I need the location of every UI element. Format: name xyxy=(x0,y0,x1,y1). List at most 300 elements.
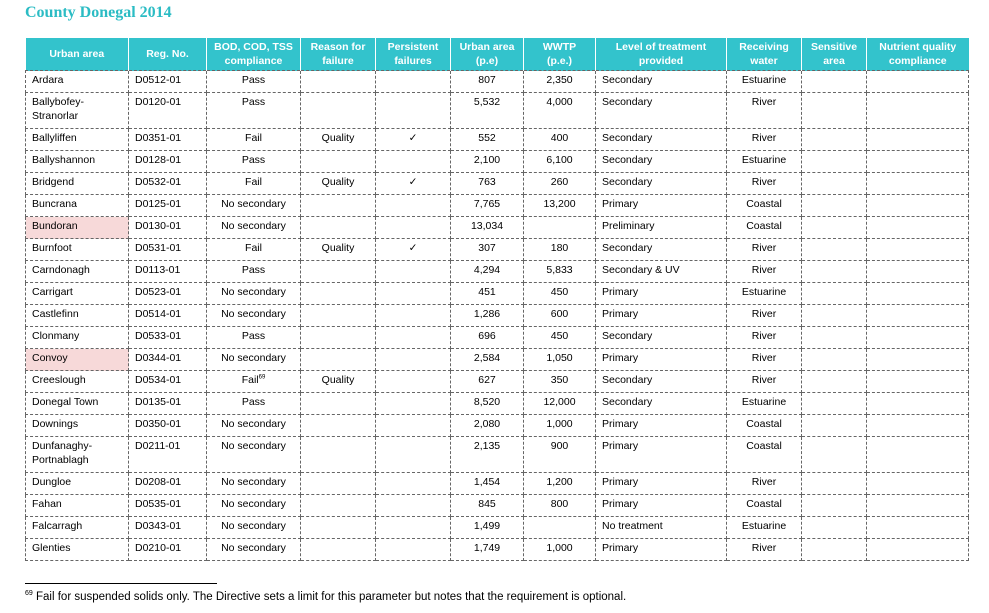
treatment-level-text: Preliminary xyxy=(602,220,655,232)
urban-area-text: Fahan xyxy=(32,498,62,510)
treatment-level-text: Secondary xyxy=(602,96,653,108)
persistent-cell xyxy=(376,173,451,195)
sensitive-area-cell xyxy=(802,93,867,129)
reg-no-text: D0533-01 xyxy=(135,330,182,342)
table-row xyxy=(26,93,969,129)
wwtp-pe-text: 1,050 xyxy=(546,352,573,364)
column-header-line: Nutrient quality xyxy=(879,41,957,53)
wwtp-pe-cell xyxy=(524,495,596,517)
persistent-cell xyxy=(376,473,451,495)
reg-no-cell xyxy=(129,93,207,129)
sensitive-area-cell xyxy=(802,151,867,173)
urban-area-text: Portnablagh xyxy=(32,454,89,466)
nutrient-compliance-cell xyxy=(867,327,969,349)
receiving-water-text: Coastal xyxy=(746,220,782,232)
wwtp-pe-text: 180 xyxy=(550,242,569,254)
nutrient-compliance-cell xyxy=(867,283,969,305)
persistent-cell xyxy=(376,195,451,217)
wwtp-pe-cell xyxy=(524,539,596,561)
compliance-text: Fail xyxy=(245,242,262,254)
nutrient-compliance-cell xyxy=(867,539,969,561)
reg-no-cell xyxy=(129,195,207,217)
sensitive-area-cell xyxy=(802,283,867,305)
nutrient-compliance-cell xyxy=(867,93,969,129)
urban-pe-cell xyxy=(451,393,524,415)
table-row xyxy=(26,129,969,151)
compliance-cell xyxy=(207,415,301,437)
reg-no-cell xyxy=(129,327,207,349)
sensitive-area-cell xyxy=(802,129,867,151)
receiving-water-text: River xyxy=(751,374,777,386)
urban-area-cell xyxy=(26,71,129,93)
reg-no-text: D0534-01 xyxy=(135,374,182,386)
compliance-text: Pass xyxy=(241,74,266,86)
footnote-rule xyxy=(25,583,217,584)
urban-area-text: Ardara xyxy=(32,74,64,86)
sensitive-area-cell xyxy=(802,393,867,415)
urban-pe-text: 307 xyxy=(478,242,496,254)
urban-pe-cell xyxy=(451,93,524,129)
nutrient-compliance-cell xyxy=(867,195,969,217)
urban-pe-text: 5,532 xyxy=(473,96,501,108)
wwtp-pe-text: 4,000 xyxy=(546,96,573,108)
compliance-cell xyxy=(207,71,301,93)
compliance-text: No secondary xyxy=(221,286,286,298)
reason-cell xyxy=(301,305,376,327)
reg-no-cell xyxy=(129,349,207,371)
reg-no-cell xyxy=(129,437,207,473)
compliance-text: No secondary xyxy=(221,440,286,452)
column-header xyxy=(596,38,727,71)
wwtp-pe-cell xyxy=(524,261,596,283)
column-header xyxy=(207,38,301,71)
urban-area-text: Dunfanaghy- xyxy=(32,440,93,452)
column-header-line: (p.e) xyxy=(475,55,499,67)
reg-no-cell xyxy=(129,415,207,437)
reason-cell xyxy=(301,151,376,173)
compliance-text: Fail xyxy=(245,176,262,188)
reg-no-text: D0343-01 xyxy=(135,520,182,532)
reg-no-cell xyxy=(129,173,207,195)
reg-no-cell xyxy=(129,393,207,415)
sensitive-area-cell xyxy=(802,173,867,195)
urban-area-cell xyxy=(26,217,129,239)
receiving-water-text: Coastal xyxy=(746,498,782,510)
column-header-line: provided xyxy=(638,55,684,67)
compliance-cell xyxy=(207,393,301,415)
wwtp-pe-text: 400 xyxy=(550,132,569,144)
compliance-cell xyxy=(207,261,301,283)
urban-area-text: Carndonagh xyxy=(32,264,90,276)
receiving-water-cell xyxy=(727,195,802,217)
reg-no-text: D0130-01 xyxy=(135,220,182,232)
reg-no-cell xyxy=(129,239,207,261)
reg-no-cell xyxy=(129,151,207,173)
compliance-cell xyxy=(207,129,301,151)
urban-pe-cell xyxy=(451,539,524,561)
persistent-cell xyxy=(376,393,451,415)
wwtp-pe-cell xyxy=(524,393,596,415)
reason-cell xyxy=(301,539,376,561)
treatment-level-text: Primary xyxy=(602,352,639,364)
nutrient-compliance-cell xyxy=(867,349,969,371)
urban-pe-cell xyxy=(451,349,524,371)
treatment-level-text: Primary xyxy=(602,198,639,210)
urban-pe-text: 2,100 xyxy=(473,154,501,166)
compliance-cell xyxy=(207,327,301,349)
urban-area-cell xyxy=(26,151,129,173)
treatment-level-cell xyxy=(596,129,727,151)
compliance-text: Pass xyxy=(241,264,266,276)
urban-pe-cell xyxy=(451,239,524,261)
nutrient-compliance-cell xyxy=(867,415,969,437)
treatment-level-cell xyxy=(596,239,727,261)
urban-area-text: Stranorlar xyxy=(32,110,79,122)
reg-no-text: D0350-01 xyxy=(135,418,182,430)
urban-pe-text: 7,765 xyxy=(473,198,501,210)
sensitive-area-cell xyxy=(802,71,867,93)
reason-text: Quality xyxy=(321,176,355,188)
treatment-level-text: Primary xyxy=(602,418,639,430)
receiving-water-text: Coastal xyxy=(746,440,782,452)
compliance-text: No secondary xyxy=(221,498,286,510)
urban-area-cell xyxy=(26,517,129,539)
nutrient-compliance-cell xyxy=(867,261,969,283)
treatment-level-text: Secondary xyxy=(602,396,653,408)
urban-pe-text: 8,520 xyxy=(473,396,501,408)
treatment-level-text: No treatment xyxy=(602,520,663,532)
wwtp-pe-cell xyxy=(524,129,596,151)
receiving-water-cell xyxy=(727,393,802,415)
compliance-text: No secondary xyxy=(221,308,286,320)
reason-cell xyxy=(301,173,376,195)
persistent-cell xyxy=(376,93,451,129)
column-header-line: Sensitive xyxy=(810,41,858,53)
sensitive-area-cell xyxy=(802,217,867,239)
table-row xyxy=(26,393,969,415)
reg-no-text: D0344-01 xyxy=(135,352,182,364)
urban-area-cell xyxy=(26,173,129,195)
table-row xyxy=(26,239,969,261)
compliance-text: Pass xyxy=(241,154,266,166)
urban-pe-cell xyxy=(451,173,524,195)
urban-area-cell xyxy=(26,305,129,327)
compliance-cell xyxy=(207,195,301,217)
treatment-level-cell xyxy=(596,93,727,129)
urban-area-text: Downings xyxy=(32,418,79,430)
urban-area-cell xyxy=(26,539,129,561)
nutrient-compliance-cell xyxy=(867,393,969,415)
treatment-level-cell xyxy=(596,371,727,393)
urban-area-text: Ballybofey- xyxy=(32,96,84,108)
urban-area-text: Castlefinn xyxy=(32,308,79,320)
compliance-cell xyxy=(207,151,301,173)
urban-pe-text: 1,499 xyxy=(473,520,501,532)
urban-pe-text: 696 xyxy=(478,330,496,342)
wwtp-pe-cell xyxy=(524,239,596,261)
wwtp-pe-cell xyxy=(524,415,596,437)
treatment-level-text: Secondary xyxy=(602,74,653,86)
compliance-cell xyxy=(207,305,301,327)
receiving-water-cell xyxy=(727,173,802,195)
urban-area-text: Carrigart xyxy=(32,286,73,298)
urban-pe-cell xyxy=(451,305,524,327)
urban-pe-cell xyxy=(451,371,524,393)
reason-cell xyxy=(301,349,376,371)
urban-area-text: Creeslough xyxy=(32,374,86,386)
reason-cell xyxy=(301,71,376,93)
table-row xyxy=(26,151,969,173)
wwtp-pe-cell xyxy=(524,473,596,495)
nutrient-compliance-cell xyxy=(867,517,969,539)
urban-area-text: Glenties xyxy=(32,542,71,554)
reason-cell xyxy=(301,261,376,283)
column-header-line: failure xyxy=(322,55,354,67)
column-header xyxy=(802,38,867,71)
reason-cell xyxy=(301,371,376,393)
reg-no-cell xyxy=(129,473,207,495)
receiving-water-cell xyxy=(727,305,802,327)
treatment-level-cell xyxy=(596,283,727,305)
table-row xyxy=(26,327,969,349)
urban-area-cell xyxy=(26,93,129,129)
wwtp-pe-text: 5,833 xyxy=(546,264,573,276)
persistent-cell xyxy=(376,283,451,305)
urban-pe-cell xyxy=(451,195,524,217)
table-row xyxy=(26,173,969,195)
treatment-level-cell xyxy=(596,261,727,283)
table-row xyxy=(26,195,969,217)
persistent-cell xyxy=(376,129,451,151)
reg-no-text: D0514-01 xyxy=(135,308,182,320)
urban-area-text: Buncrana xyxy=(32,198,77,210)
urban-area-text: Convoy xyxy=(32,352,68,364)
urban-pe-text: 4,294 xyxy=(473,264,501,276)
table-row xyxy=(26,539,969,561)
column-header-line: (p.e.) xyxy=(546,55,573,67)
wwtp-pe-cell xyxy=(524,217,596,239)
column-header-line: compliance xyxy=(888,55,947,67)
reason-cell xyxy=(301,327,376,349)
nutrient-compliance-cell xyxy=(867,305,969,327)
wwtp-pe-cell xyxy=(524,371,596,393)
treatment-level-cell xyxy=(596,151,727,173)
compliance-cell xyxy=(207,539,301,561)
reg-no-cell xyxy=(129,283,207,305)
receiving-water-text: Estuarine xyxy=(741,520,787,532)
receiving-water-text: River xyxy=(751,308,777,320)
table-header-row xyxy=(26,38,969,71)
reason-cell xyxy=(301,217,376,239)
table-row xyxy=(26,495,969,517)
treatment-level-text: Secondary xyxy=(602,176,653,188)
reason-cell xyxy=(301,517,376,539)
urban-area-cell xyxy=(26,349,129,371)
sensitive-area-cell xyxy=(802,261,867,283)
compliance-cell xyxy=(207,283,301,305)
nutrient-compliance-cell xyxy=(867,129,969,151)
column-header-line: area xyxy=(823,55,845,67)
treatment-level-cell xyxy=(596,71,727,93)
compliance-text: Pass xyxy=(241,396,266,408)
table-row xyxy=(26,71,969,93)
urban-pe-text: 1,286 xyxy=(473,308,501,320)
treatment-level-text: Secondary xyxy=(602,132,653,144)
wwtp-pe-cell xyxy=(524,349,596,371)
urban-pe-text: 1,454 xyxy=(473,476,501,488)
receiving-water-text: River xyxy=(751,542,777,554)
persistent-cell xyxy=(376,327,451,349)
nutrient-compliance-cell xyxy=(867,151,969,173)
table-row xyxy=(26,473,969,495)
compliance-text: Fail xyxy=(245,132,262,144)
wwtp-pe-text: 900 xyxy=(550,440,569,452)
urban-area-text: Burnfoot xyxy=(32,242,72,254)
receiving-water-cell xyxy=(727,217,802,239)
receiving-water-text: Coastal xyxy=(746,198,782,210)
sensitive-area-cell xyxy=(802,517,867,539)
treatment-level-text: Secondary & UV xyxy=(602,264,680,276)
nutrient-compliance-cell xyxy=(867,437,969,473)
urban-pe-cell xyxy=(451,473,524,495)
compliance-text: No secondary xyxy=(221,418,286,430)
urban-area-cell xyxy=(26,437,129,473)
footnote-ref: 69 xyxy=(258,374,266,381)
urban-pe-text: 1,749 xyxy=(473,542,501,554)
footnote-text: Fail for suspended solids only. The Directive sets a limit for this parameter but notes that the requirement is optional. xyxy=(36,591,627,603)
urban-area-cell xyxy=(26,393,129,415)
urban-area-text: Falcarragh xyxy=(32,520,83,532)
urban-pe-cell xyxy=(451,217,524,239)
treatment-level-cell xyxy=(596,437,727,473)
urban-pe-cell xyxy=(451,327,524,349)
urban-pe-cell xyxy=(451,415,524,437)
reason-cell xyxy=(301,129,376,151)
receiving-water-cell xyxy=(727,517,802,539)
table-row xyxy=(26,349,969,371)
treatment-level-text: Secondary xyxy=(602,242,653,254)
reg-no-text: D0523-01 xyxy=(135,286,182,298)
compliance-cell xyxy=(207,173,301,195)
reason-text: Quality xyxy=(321,374,355,386)
table-row xyxy=(26,415,969,437)
receiving-water-text: River xyxy=(751,352,777,364)
urban-pe-cell xyxy=(451,437,524,473)
urban-area-text: Bundoran xyxy=(32,220,78,232)
reg-no-text: D0512-01 xyxy=(135,74,182,86)
urban-area-cell xyxy=(26,415,129,437)
persistent-cell xyxy=(376,71,451,93)
column-header-line: Reg. No. xyxy=(146,48,189,60)
sensitive-area-cell xyxy=(802,539,867,561)
treatment-level-text: Secondary xyxy=(602,330,653,342)
column-header xyxy=(451,38,524,71)
receiving-water-cell xyxy=(727,283,802,305)
urban-pe-text: 13,034 xyxy=(470,220,504,232)
table-row xyxy=(26,517,969,539)
urban-area-cell xyxy=(26,473,129,495)
sensitive-area-cell xyxy=(802,371,867,393)
reason-cell xyxy=(301,473,376,495)
wwtp-pe-cell xyxy=(524,327,596,349)
compliance-cell xyxy=(207,371,301,393)
persistent-cell xyxy=(376,151,451,173)
wwtp-pe-cell xyxy=(524,517,596,539)
receiving-water-cell xyxy=(727,539,802,561)
treatment-level-text: Secondary xyxy=(602,154,653,166)
receiving-water-text: Estuarine xyxy=(741,286,787,298)
treatment-level-cell xyxy=(596,415,727,437)
reason-text: Quality xyxy=(321,242,355,254)
treatment-level-cell xyxy=(596,305,727,327)
reg-no-text: D0532-01 xyxy=(135,176,182,188)
reason-cell xyxy=(301,495,376,517)
column-header xyxy=(376,38,451,71)
receiving-water-text: River xyxy=(751,264,777,276)
reason-cell xyxy=(301,437,376,473)
table-row xyxy=(26,305,969,327)
persistent-cell xyxy=(376,437,451,473)
treatment-level-cell xyxy=(596,173,727,195)
persistent-cell xyxy=(376,305,451,327)
reg-no-cell xyxy=(129,305,207,327)
reg-no-text: D0208-01 xyxy=(135,476,182,488)
wwtp-pe-text: 1,000 xyxy=(546,418,573,430)
wwtp-pe-text: 6,100 xyxy=(546,154,573,166)
sensitive-area-cell xyxy=(802,195,867,217)
persistent-cell xyxy=(376,371,451,393)
receiving-water-cell xyxy=(727,415,802,437)
compliance-cell xyxy=(207,437,301,473)
reason-text: Quality xyxy=(321,132,355,144)
urban-pe-text: 627 xyxy=(478,374,496,386)
compliance-table xyxy=(25,38,969,561)
sensitive-area-cell xyxy=(802,239,867,261)
persistent-text: ✓ xyxy=(408,176,418,188)
urban-area-text: Ballyliffen xyxy=(32,132,77,144)
persistent-cell xyxy=(376,539,451,561)
table-row xyxy=(26,261,969,283)
receiving-water-cell xyxy=(727,71,802,93)
column-header-line: BOD, COD, TSS xyxy=(214,41,293,53)
receiving-water-cell xyxy=(727,437,802,473)
persistent-text: ✓ xyxy=(408,242,418,254)
receiving-water-cell xyxy=(727,371,802,393)
receiving-water-text: River xyxy=(751,476,777,488)
compliance-cell xyxy=(207,517,301,539)
persistent-cell xyxy=(376,239,451,261)
reg-no-text: D0531-01 xyxy=(135,242,182,254)
column-header xyxy=(26,38,129,71)
urban-area-cell xyxy=(26,327,129,349)
compliance-text: No secondary xyxy=(221,476,286,488)
treatment-level-cell xyxy=(596,495,727,517)
reg-no-text: D0120-01 xyxy=(135,96,182,108)
nutrient-compliance-cell xyxy=(867,473,969,495)
column-header xyxy=(867,38,969,71)
wwtp-pe-text: 450 xyxy=(550,330,569,342)
compliance-cell xyxy=(207,473,301,495)
persistent-cell xyxy=(376,415,451,437)
column-header-line: Urban area xyxy=(49,48,105,60)
treatment-level-cell xyxy=(596,349,727,371)
urban-pe-text: 2,584 xyxy=(473,352,501,364)
urban-area-cell xyxy=(26,129,129,151)
wwtp-pe-text: 13,200 xyxy=(543,198,576,210)
reg-no-text: D0113-01 xyxy=(135,264,181,276)
urban-pe-cell xyxy=(451,151,524,173)
urban-pe-cell xyxy=(451,71,524,93)
